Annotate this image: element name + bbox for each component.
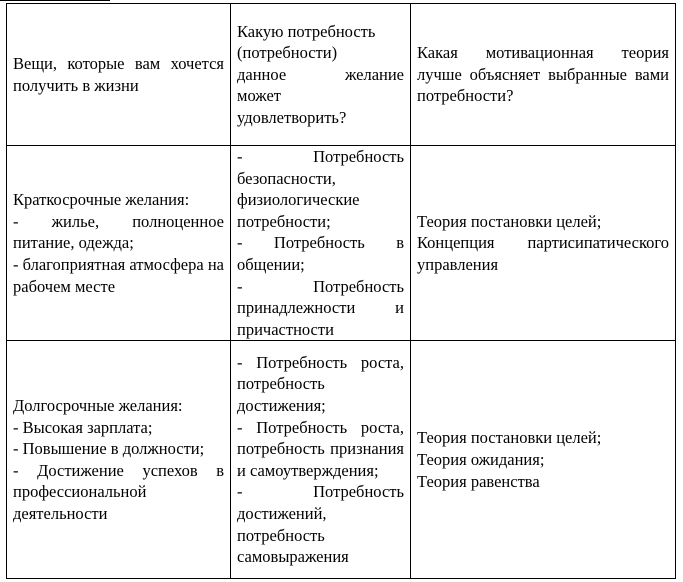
wish-item: - жилье, полноценное питание, одежда; xyxy=(13,211,224,253)
header-needs xyxy=(231,4,411,146)
theory-item: Концепция партисипатического управления xyxy=(417,233,669,274)
wish-item: - благоприятная атмосфера на рабочем месте xyxy=(13,254,224,296)
wish-item: - Высокая зарплата; xyxy=(13,417,153,437)
wish-item: Краткосрочные желания: xyxy=(13,190,190,210)
table-row xyxy=(7,341,676,579)
theory-item: Теория постановки целей; xyxy=(417,211,602,231)
motivation-table xyxy=(6,3,676,579)
needs-cell xyxy=(231,341,411,579)
wish-item: - Достижение успехов в профессиональной деятельности xyxy=(13,460,224,524)
theory-item: Теория равенства xyxy=(417,471,540,491)
header-needs-line: может xyxy=(237,86,281,106)
wishes-cell xyxy=(7,146,231,341)
header-needs-line: (потребности) xyxy=(237,43,338,63)
wish-item: - Повышение в должности; xyxy=(13,439,205,459)
header-wishes-text: Вещи, которые вам хочется получить в жизни xyxy=(13,53,224,95)
top-rule xyxy=(0,0,110,1)
theory-cell xyxy=(411,146,676,341)
header-row xyxy=(7,4,676,146)
header-theory-text: Какая мотивационная теория лучше объясняет выбранные вами потребности? xyxy=(417,43,669,106)
need-item: - Потребность роста, потребность достижения; xyxy=(237,352,404,416)
table-row xyxy=(7,146,676,341)
need-item: - Потребность достижений, потребность самовыражения xyxy=(237,482,404,567)
header-needs-line: данное желание xyxy=(237,64,404,84)
need-item: - Потребность роста, потребность признания и самоутверждения; xyxy=(237,417,404,480)
header-needs-line: удовлетворить? xyxy=(237,107,347,127)
need-item: - Потребность безопасности, физиологические потребности; xyxy=(237,147,404,231)
theory-cell xyxy=(411,341,676,579)
theory-item: Теория постановки целей; xyxy=(417,428,602,448)
wishes-cell xyxy=(7,341,231,579)
theory-item: Теория ожидания; xyxy=(417,450,545,470)
header-wishes xyxy=(7,4,231,146)
need-item: - Потребность принадлежности и причастности xyxy=(237,276,404,339)
need-item: - Потребность в общении; xyxy=(237,233,404,274)
header-needs-line: Какую потребность xyxy=(237,21,376,41)
needs-cell xyxy=(231,146,411,341)
wish-item: Долгосрочные желания: xyxy=(13,396,183,416)
header-theory xyxy=(411,4,676,146)
